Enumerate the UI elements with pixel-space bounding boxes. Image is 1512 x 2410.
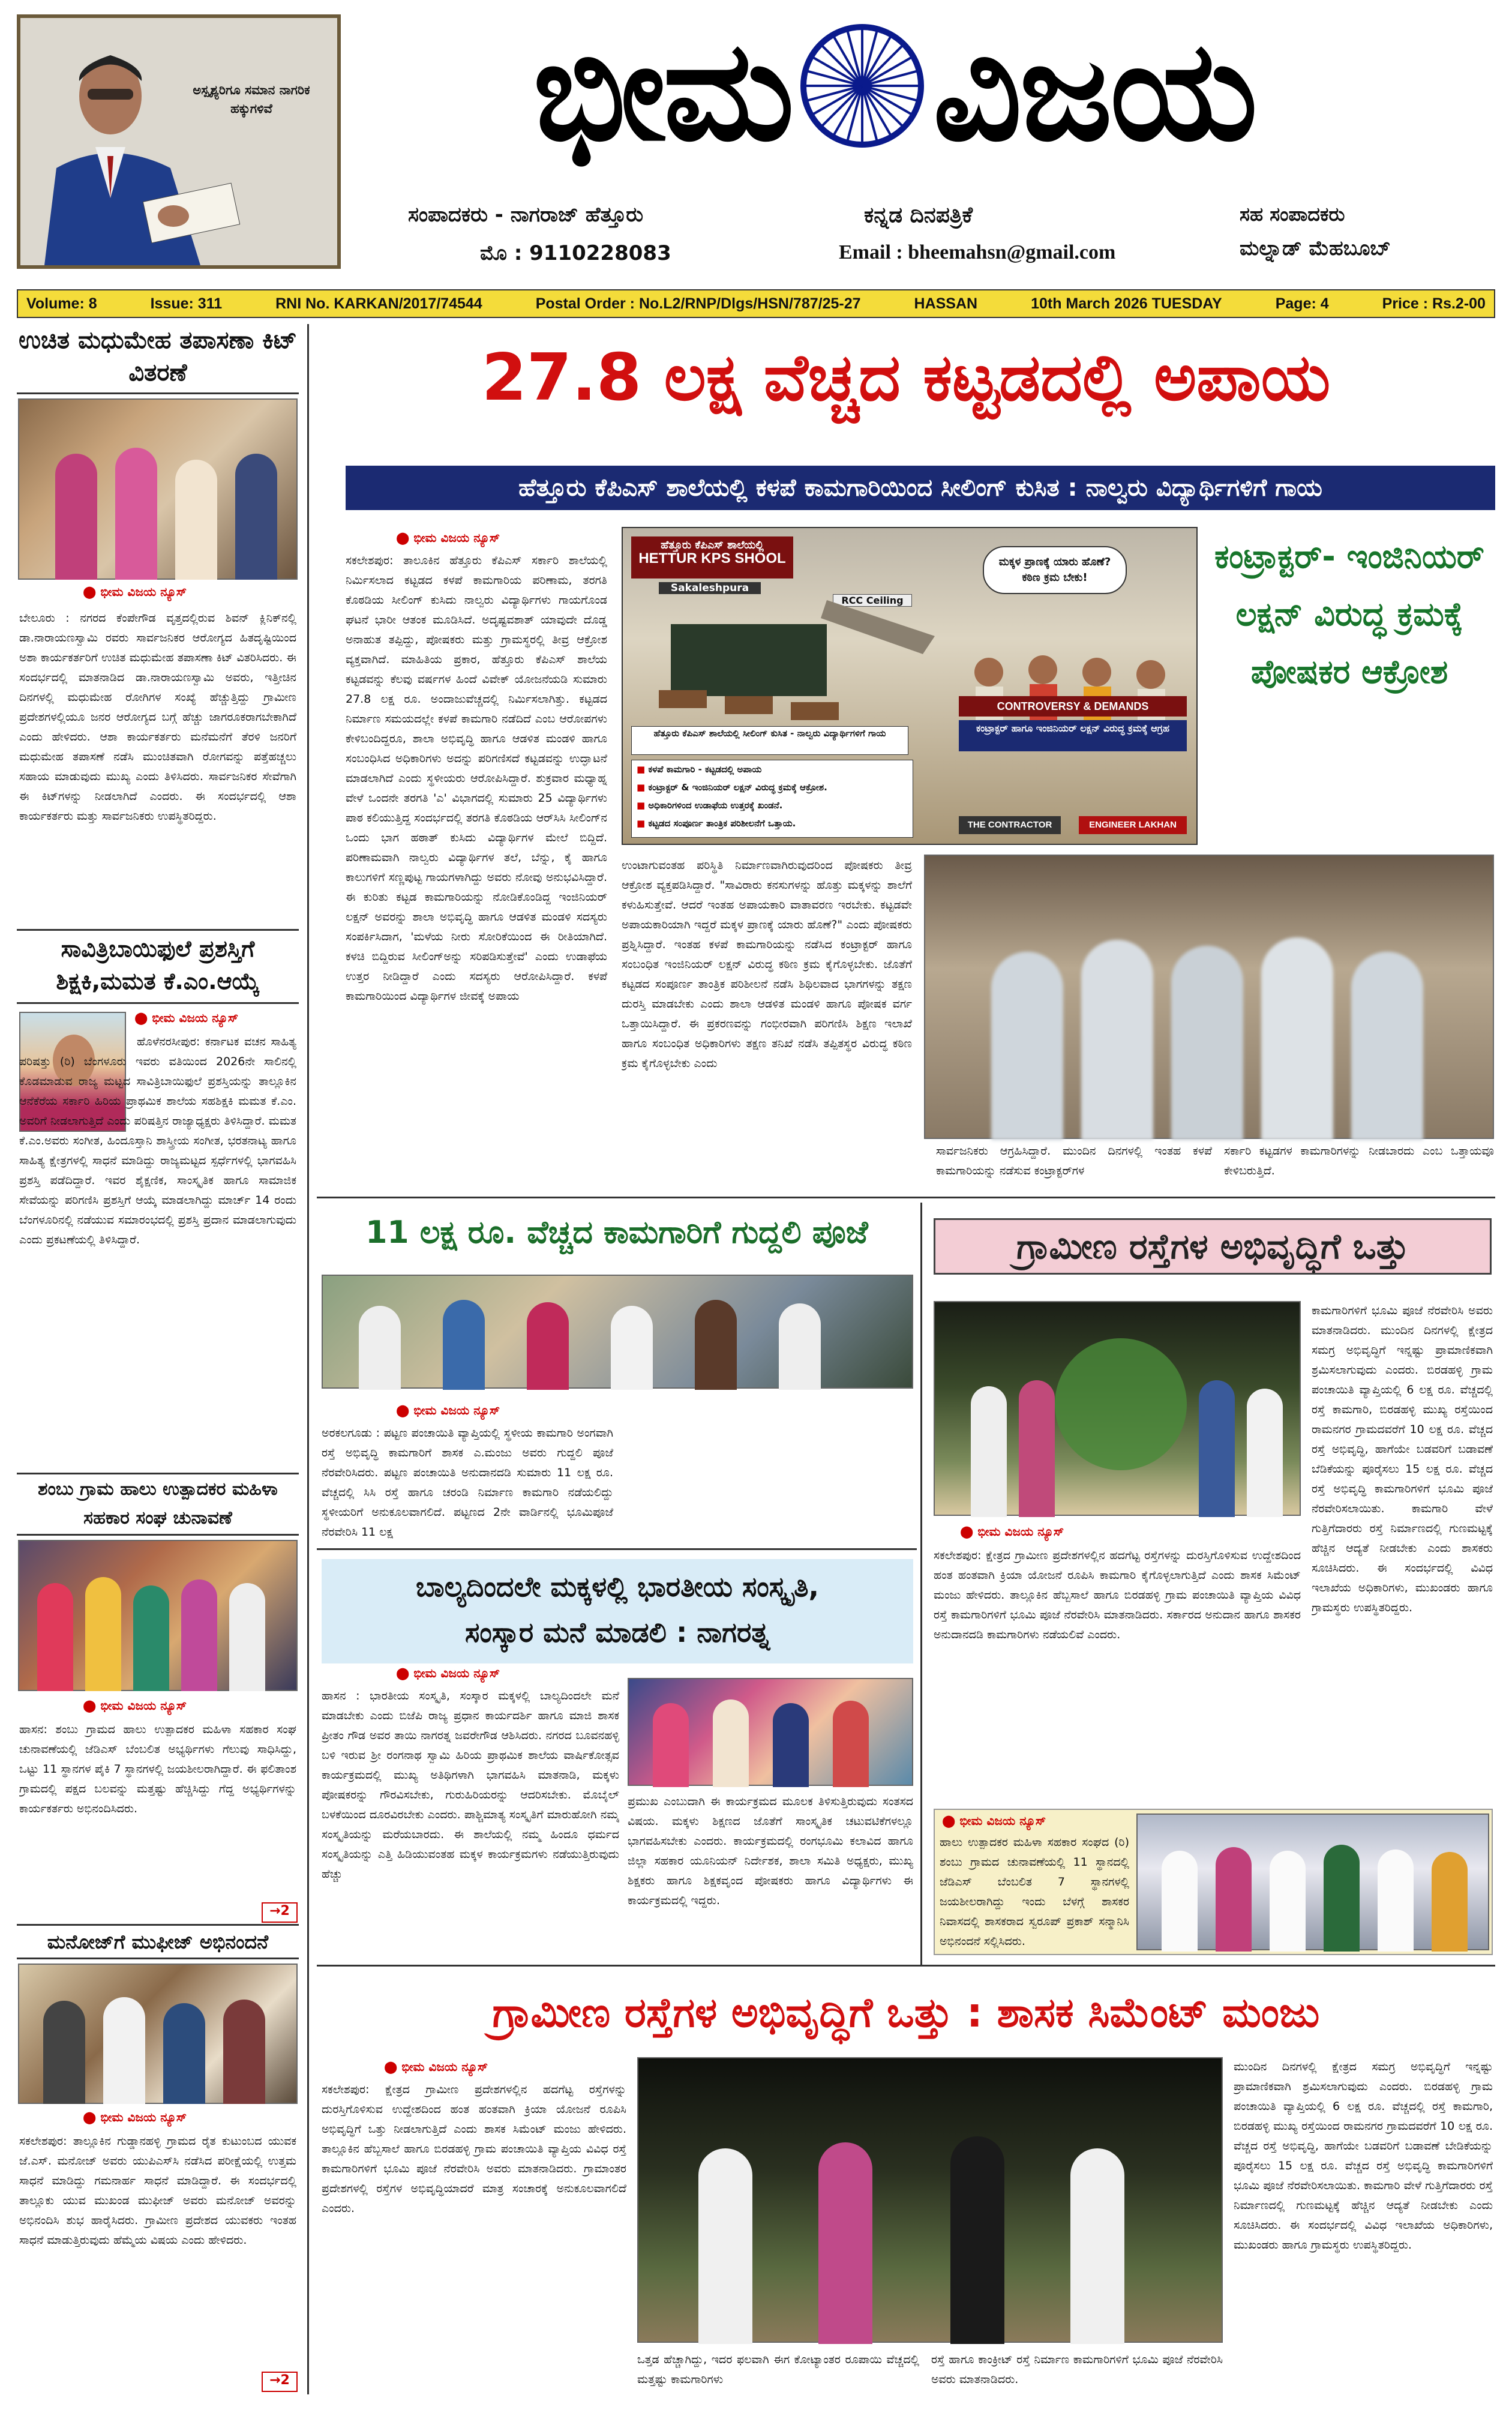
divider [17, 392, 299, 394]
pin-icon: ⬤ [384, 2060, 402, 2074]
story2-byline [396, 1403, 600, 1417]
sidebar-story3-byline [83, 1698, 299, 1713]
story5-photo [1136, 1814, 1489, 1950]
story3-byline [960, 1524, 1164, 1539]
infographic-school: HETTUR KPS SHOOL [638, 550, 786, 566]
person [223, 2000, 265, 2104]
person [713, 1699, 749, 1787]
masthead [0, 0, 1512, 287]
student [1351, 952, 1423, 1140]
divider [17, 1958, 299, 1959]
price: Price : Rs.2-00 [1382, 295, 1486, 312]
page-number: Page: 4 [1275, 295, 1329, 312]
byline-text: ಭೀಮ ವಿಜಯ ನ್ಯೂಸ್ [401, 2060, 488, 2074]
person [229, 1583, 265, 1691]
sidebar [17, 324, 299, 2392]
person [818, 2142, 872, 2344]
story3-body-left: ಸಕಲೇಶಪುರ: ಕ್ಷೇತ್ರದ ಗ್ರಾಮೀಣ ಪ್ರದೇಶಗಳಲ್ಲಿನ ಹದಗೆಟ್ಟ ರಸ್ತೆಗಳನ್ನು ದುರಸ್ತಿಗೊಳಿಸುವ ಉದ್ದೇಶದಿಂದ ಹಂತ ಹಂತವಾಗಿ ಕ್ರಿಯಾ ಯೋಜನೆ ರೂಪಿಸಿ ಕಾಮಗಾರಿ ಕೈಗೊಳ್ಳಲಾಗುತ್ತಿದೆ ಎಂದು ಶಾಸಕ ಸಿಮೆಂಟ್ ಮಂಜು ಹೇಳಿದರು. ತಾಲ್ಲೂಕಿನ ಹೆಬ್ಬಸಾಲೆ ಹಾಗೂ ಬಿರಡಹಳ್ಳಿ ಗ್ರಾಮ ಪಂಚಾಯಿತಿ ವ್ಯಾಪ್ತಿಯ ವಿವಿಧ ರಸ್ತೆ ಕಾಮಗಾರಿಗಳಿಗೆ ಭೂಮಿ ಪೂಜೆ ನೆರವೇರಿಸಿ ಮಾತನಾಡಿದರು. ಸರ್ಕಾರದ ಅನುದಾನ ಹಾಗೂ ಶಾಸಕರ ಅನುದಾನದಡಿ ಕಾಮಗಾರಿಗಳು ನಡೆಯಲಿವೆ ಎಂದರು. [934, 1549, 1301, 1641]
pin-icon: ⬤ [960, 1524, 978, 1539]
column-divider [307, 324, 309, 2394]
infographic-title [631, 536, 793, 578]
story4-byline [396, 1666, 600, 1680]
divider [17, 1924, 299, 1926]
postal-order: Postal Order : No.L2/RNP/Dlgs/HSN/787/25-27 [535, 295, 861, 312]
ambedkar-portrait [20, 18, 337, 265]
bullet-text: ಕಳಪೆ ಕಾಮಗಾರಿ - ಕಟ್ಟಡದಲ್ಲಿ ಅಪಾಯ [648, 764, 762, 775]
lead-photo-caption-right: ಸರ್ಕಾರಿ ಕಟ್ಟಡಗಳ ಕಾಮಗಾರಿಗಳನ್ನು ನೀಡಬಾರದು ಎಂಬ ಒತ್ತಾಯವೂ ಕೇಳಿಬರುತ್ತಿದೆ. [1224, 1144, 1494, 1177]
masthead-title [348, 5, 1488, 179]
infographic-demand: ಕಂಟ್ರಾಕ್ಟರ್ ಹಾಗೂ ಇಂಜಿನಿಯರ್ ಲಕ್ಷನ್ ವಿರುದ್ಧ ಕ್ರಮಕ್ಕೆ ಆಗ್ರಹ [959, 720, 1187, 751]
bullet-icon: ■ [637, 764, 649, 775]
bubble-text-1: ಮಕ್ಕಳ ಪ್ರಾಣಕ್ಕೆ ಯಾರು ಹೊಣೆ? [998, 556, 1111, 568]
person [1070, 2148, 1124, 2344]
co-editor-name: ಮಲ್ನಾಡ್ ಮೆಹಬೂಬ್ [1240, 236, 1391, 260]
story3-body-right: ಕಾಮಗಾರಿಗಳಿಗೆ ಭೂಮಿ ಪೂಜೆ ನೆರವೇರಿಸಿ ಅವರು ಮಾತನಾಡಿದರು. ಮುಂದಿನ ದಿನಗಳಲ್ಲಿ ಕ್ಷೇತ್ರದ ಸಮಗ್ರ ಅಭಿವೃದ್ಧಿಗೆ ಇನ್ನಷ್ಟು ಪ್ರಾಮಾಣಿಕವಾಗಿ ಶ್ರಮಿಸಲಾಗುವುದು ಎಂದರು. ಬಿರಡಹಳ್ಳಿ ಗ್ರಾಮ ಪಂಚಾಯಿತಿ ವ್ಯಾಪ್ತಿಯಲ್ಲಿ 6 ಲಕ್ಷ ರೂ. ವೆಚ್ಚದಲ್ಲಿ ರಸ್ತೆ ಕಾಮಗಾರಿ, ಬಿರಡಹಳ್ಳಿ ಮುಖ್ಯ ರಸ್ತೆಯಿಂದ ರಾಮನಗರ ಗ್ರಾಮದವರೆಗೆ 10 ಲಕ್ಷ ರೂ. ವೆಚ್ಚದ ರಸ್ತೆ ಅಭಿವೃದ್ಧಿ, ಹಾಗೆಯೇ ಬಡವರಿಗೆ ಬಡಾವಣೆ ಬೆಡಿಕೆಯನ್ನು ಪೂರೈಸಲು 15 ಲಕ್ಷ ರೂ. ವೆಚ್ಚದ ರಸ್ತೆ ಅಭಿವೃದ್ಧಿ ಕಾಮಗಾರಿಗಳಿಗೆ ಭೂಮಿ ಪೂಜೆ ನೆರವೇರಿಸಲಾಯಿತು. ಕಾಮಗಾರಿ ವೇಳೆ ಗುತ್ತಿಗೆದಾರರು ರಸ್ತೆ ನಿರ್ಮಾಣದಲ್ಲಿ ಗುಣಮಟ್ಟಕ್ಕೆ ಹೆಚ್ಚಿನ ಆದ್ಯತೆ ನೀಡಬೇಕು ಎಂದು ಶಾಸಕರು ಸೂಚಿಸಿದರು. ಈ ಸಂದರ್ಭದಲ್ಲಿ ವಿವಿಧ ಇಲಾಖೆಯ ಅಧಿಕಾರಿಗಳು, ಮುಖಂಡರು ಹಾಗೂ ಗ್ರಾಮಸ್ಥರು ಉಪಸ್ಥಿತರಿದ್ದರು. [1312, 1304, 1493, 1614]
masthead-title-left: ಭೀಮ [533, 11, 792, 172]
bullet-icon: ■ [637, 800, 649, 811]
divider [17, 929, 299, 931]
person [1247, 1389, 1283, 1517]
pin-icon: ⬤ [134, 1011, 152, 1025]
lead-byline [396, 530, 600, 545]
bubble-text-2: ಕಠಿಣ ಕ್ರಮ ಬೇಕು! [1022, 571, 1088, 584]
person [1216, 1847, 1252, 1952]
paper-type: ಕನ್ನಡ ದಿನಪತ್ರಿಕೆ [864, 203, 973, 227]
infographic-bubble [983, 546, 1127, 594]
person [611, 1306, 653, 1390]
story4-headline-line1: ಬಾಲ್ಯದಿಂದಲೇ ಮಕ್ಕಳಲ್ಲಿ ಭಾರತೀಯ ಸಂಸ್ಕೃತಿ, [415, 1570, 820, 1603]
bullet-item [637, 796, 913, 814]
bottom-body-right: ಮುಂದಿನ ದಿನಗಳಲ್ಲಿ ಕ್ಷೇತ್ರದ ಸಮಗ್ರ ಅಭಿವೃದ್ಧಿಗೆ ಇನ್ನಷ್ಟು ಪ್ರಾಮಾಣಿಕವಾಗಿ ಶ್ರಮಿಸಲಾಗುವುದು ಎಂದರು. ಬಿರಡಹಳ್ಳಿ ಗ್ರಾಮ ಪಂಚಾಯಿತಿ ವ್ಯಾಪ್ತಿಯಲ್ಲಿ 6 ಲಕ್ಷ ರೂ. ವೆಚ್ಚದಲ್ಲಿ ರಸ್ತೆ ಕಾಮಗಾರಿ, ಬಿರಡಹಳ್ಳಿ ಮುಖ್ಯ ರಸ್ತೆಯಿಂದ ರಾಮನಗರ ಗ್ರಾಮದವರೆಗೆ 10 ಲಕ್ಷ ರೂ. ವೆಚ್ಚದ ರಸ್ತೆ ಅಭಿವೃದ್ಧಿ, ಹಾಗೆಯೇ ಬಡವರಿಗೆ ಬಡಾವಣೆ ಬೇಡಿಕೆಯನ್ನು ಪೂರೈಸಲು 15 ಲಕ್ಷ ರೂ. ವೆಚ್ಚದ ರಸ್ತೆ ಅಭಿವೃದ್ಧಿ ಕಾಮಗಾರಿಗಳಿಗೆ ಭೂಮಿ ಪೂಜೆ ನೆರವೇರಿಸಲಾಯಿತು. ಕಾಮಗಾರಿ ವೇಳೆ ಗುತ್ತಿಗೆದಾರರು ರಸ್ತೆ ನಿರ್ಮಾಣದಲ್ಲಿ ಗುಣಮಟ್ಟಕ್ಕೆ ಹೆಚ್ಚಿನ ಆದ್ಯತೆ ನೀಡಬೇಕು ಎಂದು ಸೂಚಿಸಿದರು. ಈ ಸಂದರ್ಭದಲ್ಲಿ ವಿವಿಧ ಇಲಾಖೆಯ ಅಧಿಕಾರಿಗಳು, ಮುಖಂಡರು ಹಾಗೂ ಗ್ರಾಮಸ್ಥರು ಉಪಸ್ಥಿತರಿದ್ದರು. [1234, 2060, 1493, 2252]
infographic-contractor: THE CONTRACTOR [959, 816, 1061, 834]
sidebar-story4-byline [83, 2110, 299, 2124]
byline-text: ಭೀಮ ವಿಜಯ ನ್ಯೂಸ್ [413, 530, 500, 545]
bottom-body-mid-right: ರಸ್ತೆ ಹಾಗೂ ಕಾಂಕ್ರೀಟ್ ರಸ್ತೆ ನಿರ್ಮಾಣ ಕಾಮಗಾರಿಗಳಿಗೆ ಭೂಮಿ ಪೂಜೆ ನೆರವೇರಿಸಿ ಅವರು ಮಾತನಾಡಿದರು. [931, 2353, 1223, 2386]
byline-text: ಭೀಮ ವಿಜಯ ನ್ಯೂಸ್ [100, 1698, 187, 1713]
story5-byline [942, 1814, 1122, 1828]
person [1378, 1850, 1414, 1952]
person [103, 1997, 145, 2104]
infographic-rcc: RCC Ceiling [833, 594, 912, 607]
student [991, 952, 1063, 1140]
story2-headline: 11 ಲಕ್ಷ ರೂ. ವೆಚ್ಚದ ಕಾಮಗಾರಿಗೆ ಗುದ್ದಲಿ ಪೂಜೆ [365, 1215, 868, 1251]
bullet-icon: ■ [637, 818, 649, 829]
lead-body-col2: ಉಂಟಾಗುವಂತಹ ಪರಿಸ್ಥಿತಿ ನಿರ್ಮಾಣವಾಗಿರುವುದರಿಂದ ಪೋಷಕರು ತೀವ್ರ ಆಕ್ರೋಶ ವ್ಯಕ್ತಪಡಿಸಿದ್ದಾರೆ. "ಸಾವಿರಾರು ಕನಸುಗಳನ್ನು ಹೊತ್ತು ಮಕ್ಕಳನ್ನು ಶಾಲೆಗೆ ಕಳುಹಿಸುತ್ತೇವೆ. ಆದರೆ ಇಂತಹ ಅಪಾಯಕಾರಿ ವಾತಾವರಣ ಇರಬೇಕು. ಕಟ್ಟಡವೇ ಅಪಾಯಕಾರಿಯಾಗಿ ಇದ್ದರೆ ಮಕ್ಕಳ ಪ್ರಾಣಕ್ಕೆ ಯಾರು ಹೊಣೆ?" ಎಂದು ಪೋಷಕರು ಪ್ರಶ್ನಿಸಿದ್ದಾರೆ. ಇಂತಹ ಕಳಪೆ ಕಾಮಗಾರಿಯನ್ನು ನಡೆಸಿದ ಕಂಟ್ರಾಕ್ಟರ್ ಹಾಗೂ ಸಂಬಂಧಿತ ಇಂಜಿನಿಯರ್ ಲಕ್ಷನ್ ವಿರುದ್ಧ ಕಠಿಣ ಕ್ರಮ ಕೈಗೊಳ್ಳಬೇಕು. ಜೊತೆಗೆ ಕಟ್ಟಡದ ಸಂಪೂರ್ಣ ತಾಂತ್ರಿಕ ಪರಿಶೀಲನೆ ನಡೆಸಿ ಶಿಥಿಲವಾದ ಭಾಗಗಳನ್ನು ತಕ್ಷಣ ದುರಸ್ತಿ ಮಾಡಬೇಕು ಎಂದು ಶಾಲಾ ಆಡಳಿತ ಮಂಡಳಿ ಹಾಗೂ ಪೋಷಕ ವರ್ಗ ಒತ್ತಾಯಿಸಿದ್ದಾರೆ. ಈ ಪ್ರಕರಣವನ್ನು ಗಂಭೀರವಾಗಿ ಪರಿಗಣಿಸಿ ಶಿಕ್ಷಣ ಇಲಾಖೆ ಹಾಗೂ ಸಂಬಂಧಿತ ಅಧಿಕಾರಿಗಳು ತಕ್ಷಣ ತನಿಖೆ ನಡೆಸಿ ತಪ್ಪಿತಸ್ಥರ ವಿರುದ್ಧ ಕಠಿಣ ಕ್ರಮ ಕೈಗೊಳ್ಳಬೇಕು ಎಂದು [622, 859, 912, 1070]
person [1199, 1380, 1235, 1517]
story4-body-left: ಹಾಸನ : ಭಾರತೀಯ ಸಂಸ್ಕೃತಿ, ಸಂಸ್ಕಾರ ಮಕ್ಕಳಲ್ಲಿ ಬಾಲ್ಯದಿಂದಲೇ ಮನೆ ಮಾಡಬೇಕು ಎಂದು ಬಿಜೆಪಿ ರಾಜ್ಯ ಪ್ರಧಾನ ಕಾರ್ಯದರ್ಶಿ ಹಾಗೂ ಮಾಜಿ ಶಾಸಕ ಪ್ರೀತಂ ಗೌಡ ಅವರ ತಾಯಿ ನಾಗರತ್ನ ಜವರೇಗೌಡ ಆಶಿಸಿದರು. ನಗರದ ಬೂವನಹಳ್ಳಿ ಬಳಿ ಇರುವ ಶ್ರೀ ರಂಗನಾಥ ಸ್ವಾಮಿ ಹಿರಿಯ ಪ್ರಾಥಮಿಕ ಶಾಲೆಯ ವಾರ್ಷಿಕೋತ್ಸವ ಕಾರ್ಯಕ್ರಮದಲ್ಲಿ ಮುಖ್ಯ ಅತಿಥಿಗಳಾಗಿ ಭಾಗವಹಿಸಿ ಮಾತನಾಡಿ, ಮಕ್ಕಳು ಪೋಷಕರನ್ನು ಗೌರವಿಸಬೇಕು, ಗುರುಹಿರಿಯರನ್ನು ಆದರಿಸಬೇಕು. ಮೊಬೈಲ್ ಬಳಕೆಯಿಂದ ದೂರವಿರಬೇಕು ಎಂದರು. ಪಾಶ್ಚಿಮಾತ್ಯ ಸಂಸ್ಕೃತಿಗೆ ಮಾರುಹೋಗಿ ನಮ್ಮ ಸಂಸ್ಕೃತಿಯನ್ನು ಮರೆಯಬಾರದು. ಈ ಶಾಲೆಯಲ್ಲಿ ನಮ್ಮ ಹಿಂದೂ ಧರ್ಮದ ಸಂಸ್ಕೃತಿಯನ್ನು ಎತ್ತಿ ಹಿಡಿಯುವಂತಹ ಮಕ್ಕಳ ಕಾರ್ಯಕ್ರಮಗಳು ನಡೆಯುತ್ತಿರುವುದು ಹೆಚ್ಚು [322, 1689, 619, 1881]
pin-icon: ⬤ [83, 2110, 101, 2124]
bullet-text: ಕಟ್ಟಡದ ಸಂಪೂರ್ಣ ತಾಂತ್ರಿಕ ಪರಿಶೀಲನೆಗೆ ಒತ್ತಾಯ. [648, 818, 796, 829]
sidebar-story3-photo [18, 1540, 298, 1691]
sidebar-story3-title: ಶಂಬು ಗ್ರಾಮ ಹಾಲು ಉತ್ಪಾದಕರ ಮಹಿಳಾ ಸಹಕಾರ ಸಂಘ ಚುನಾವಣೆ [38, 1479, 278, 1528]
story4-headline-box [322, 1559, 913, 1663]
bullet-item [637, 760, 913, 778]
person [55, 454, 97, 580]
continued-badge: →2 [262, 2372, 298, 2392]
bottom-byline [384, 2060, 588, 2074]
bottom-body-left: ಸಕಲೇಶಪುರ: ಕ್ಷೇತ್ರದ ಗ್ರಾಮೀಣ ಪ್ರದೇಶಗಳಲ್ಲಿನ ಹದಗೆಟ್ಟ ರಸ್ತೆಗಳನ್ನು ದುರಸ್ತಿಗೊಳಿಸುವ ಉದ್ದೇಶದಿಂದ ಹಂತ ಹಂತವಾಗಿ ಕ್ರಿಯಾ ಯೋಜನೆ ರೂಪಿಸಿ ಅಭಿವೃದ್ಧಿಗೆ ಒತ್ತು ನೀಡಲಾಗುತ್ತಿದೆ ಎಂದು ಶಾಸಕ ಸಿಮೆಂಟ್ ಮಂಜು ಹೇಳಿದರು. ತಾಲ್ಲೂಕಿನ ಹೆಬ್ಬಸಾಲೆ ಹಾಗೂ ಬಿರಡಹಳ್ಳಿ ಗ್ರಾಮ ಪಂಚಾಯಿತಿ ವ್ಯಾಪ್ತಿಯ ವಿವಿಧ ರಸ್ತೆ ಕಾಮಗಾರಿಗಳಿಗೆ ಭೂಮಿ ಪೂಜೆ ನೆರವೇರಿಸಿ ಅವರು ಮಾತನಾಡಿದರು. ಗ್ರಾಮಾಂತರ ಪ್ರದೇಶಗಳಲ್ಲಿ ರಸ್ತೆಗಳ ಅಭಿವೃದ್ಧಿಯಾದರೆ ಮಾತ್ರ ಸಂಚಾರಕ್ಕೆ ಅನುಕೂಲವಾಗಲಿದೆ ಎಂದರು. [322, 2083, 626, 2215]
story4-photo [628, 1678, 913, 1786]
lead-subhead: ಹೆತ್ತೂರು ಕೆಪಿಎಸ್ ಶಾಲೆಯಲ್ಲಿ ಕಳಪೆ ಕಾಮಗಾರಿಯಿಂದ ಸೀಲಿಂಗ್ ಕುಸಿತ : ನಾಲ್ವರು ವಿದ್ಯಾರ್ಥಿಗಳಿಗೆ ಗಾಯ [346, 466, 1495, 510]
story3-headline-box [934, 1218, 1492, 1275]
lead-photo-caption-left: ಸಾರ್ವಜನಿಕರು ಆಗ್ರಹಿಸಿದ್ದಾರೆ. ಮುಂದಿನ ದಿನಗಳಲ್ಲಿ ಇಂತಹ ಕಳಪೆ ಕಾಮಗಾರಿಯನ್ನು ನಡೆಸುವ ಕಂಟ್ರಾಕ್ಟರ್‌ಗಳ [936, 1144, 1212, 1177]
ashoka-chakra-icon [799, 23, 925, 149]
person [43, 2001, 85, 2104]
person [695, 1300, 737, 1390]
person [779, 1303, 821, 1390]
sidebar-story4-body: ಸಕಲೇಶಪುರ: ತಾಲ್ಲೂಕಿನ ಗುಡ್ಡಾನಹಳ್ಳಿ ಗ್ರಾಮದ ರೈತ ಕುಟುಂಬದ ಯುವಕ ಜೆ.ಎಸ್. ಮನೋಜ್ ಅವರು ಯುಪಿಎಸ್‌ಸಿ ನಡೆಸಿದ ಪರೀಕ್ಷೆಯಲ್ಲಿ ಉತ್ತಮ ಸಾಧನೆ ಮಾಡಿದ್ದು ಗಮನಾರ್ಹ ಸಾಧನೆ ಮಾಡಿದ್ದಾರೆ. ಈ ಸಂದರ್ಭದಲ್ಲಿ ತಾಲ್ಲೂಕು ಯುವ ಮುಖಂಡ ಮುಫೀಜ್ ಅವರು ಮನೋಜ್ ಅವರನ್ನು ಅಭಿನಂದಿಸಿ ಶುಭ ಹಾರೈಸಿದರು. ಗ್ರಾಮೀಣ ಪ್ರದೇಶದ ಯುವಕರು ಇಂತಹ ಸಾಧನೆ ಮಾಡುತ್ತಿರುವುದು ಹೆಮ್ಮೆಯ ವಿಷಯ ಎಂದು ಹೇಳಿದರು. [19, 2135, 296, 2247]
bullet-icon: ■ [637, 782, 649, 793]
story5-body: ಹಾಲು ಉತ್ಪಾದಕರ ಮಹಿಳಾ ಸಹಕಾರ ಸಂಘದ (ರಿ) ಶಂಬು ಗ್ರಾಮದ ಚುನಾವಣೆಯಲ್ಲಿ 11 ಸ್ಥಾನದಲ್ಲಿ ಜೆಡಿಎಸ್ ಬೆಂಬಲಿತ 7 ಸ್ಥಾನಗಳಲ್ಲಿ ಜಯಶೀಲರಾಗಿದ್ದು ಇಂದು ಬೆಳಗ್ಗೆ ಶಾಸಕರ ನಿವಾಸದಲ್ಲಿ ಶಾಸಕರಾದ ಸ್ವರೂಪ್ ಪ್ರಕಾಶ್ ಸನ್ಮಾನಿಸಿ ಅಭಿನಂದನೆ ಸಲ್ಲಿಸಿದರು. [940, 1836, 1129, 1948]
plant [1055, 1338, 1187, 1470]
bullet-text: ಅಧಿಕಾರಿಗಳಿಂದ ಉಡಾಫೆಯ ಉತ್ತರಕ್ಕೆ ಖಂಡನೆ. [648, 800, 783, 811]
infographic-engineer: ENGINEER LAKHAN [1079, 816, 1187, 834]
divider [17, 1534, 299, 1536]
infographic-controversy: CONTROVERSY & DEMANDS [959, 696, 1187, 717]
story3-headline: ಗ್ರಾಮೀಣ ರಸ್ತೆಗಳ ಅಭಿವೃದ್ಧಿಗೆ ಒತ್ತು [1016, 1226, 1409, 1267]
lead-students-photo [924, 855, 1494, 1139]
divider [17, 1473, 299, 1474]
person [359, 1306, 401, 1390]
byline-text: ಭೀಮ ವಿಜಯ ನ್ಯೂಸ್ [100, 584, 187, 599]
story4-headline-line2: ಸಂಸ್ಕಾರ ಮನೆ ಮಾಡಲಿ : ನಾಗರತ್ನ [464, 1616, 770, 1648]
infographic-title-text: ಹೆತ್ತೂರು ಕೆಪಿಎಸ್ ಶಾಲೆಯಲ್ಲಿ [661, 539, 764, 551]
lead-body-col1: ಸಕಲೇಶಪುರ: ತಾಲೂಕಿನ ಹೆತ್ತೂರು ಕೆಪಿಎಸ್ ಸರ್ಕಾರಿ ಶಾಲೆಯಲ್ಲಿ ನಿರ್ಮಿಸಲಾದ ಕಟ್ಟಡದ ಕಳಪೆ ಕಾಮಗಾರಿಯ ಪರಿಣಾಮ, ತರಗತಿ ಕೊಠಡಿಯ ಸೀಲಿಂಗ್ ಕುಸಿದು ನಾಲ್ವರು ವಿದ್ಯಾರ್ಥಿಗಳು ಗಾಯಗೊಂಡ ಘಟನೆ ಭಾರೀ ಆತಂಕ ಮೂಡಿಸಿದೆ. ಅದೃಷ್ಟವಶಾತ್ ಯಾವುದೇ ದೊಡ್ಡ ಅನಾಹುತ ತಪ್ಪಿದ್ದು, ಪೋಷಕರು ಮತ್ತು ಗ್ರಾಮಸ್ಥರಲ್ಲಿ ತೀವ್ರ ಆಕ್ರೋಶ ವ್ಯಕ್ತವಾಗಿದೆ. ಮಾಹಿತಿಯ ಪ್ರಕಾರ, ಹೆತ್ತೂರು ಕೆಪಿಎಸ್ ಶಾಲೆಯ ಕಟ್ಟಡವನ್ನು ಕೆಲವು ವರ್ಷಗಳ ಹಿಂದೆ ವಿವೇಕ್ ಯೋಜನೆಯಡಿ ಸುಮಾರು 27.8 ಲಕ್ಷ ರೂ. ಅಂದಾಜುವೆಚ್ಚದಲ್ಲಿ ನಿರ್ಮಿಸಲಾಗಿತ್ತು. ಕಟ್ಟಡದ ನಿರ್ಮಾಣ ಸಮಯದಲ್ಲೇ ಕಳಪೆ ಕಾಮಗಾರಿ ನಡೆದಿದೆ ಎಂಬ ಆರೋಪಗಳು ಕೇಳಿಬಂದಿದ್ದರೂ, ಶಾಲಾ ಅಭಿವೃದ್ಧಿ ಹಾಗೂ ಆಡಳಿತ ಮಂಡಳಿ ಹಾಗೂ ಸಂಬಂಧಿಸಿದ ಅಧಿಕಾರಿಗಳು ಅದನ್ನು ಪರಿಗಣಿಸದೆ ಕಟ್ಟಡವನ್ನು ಉದ್ಘಾಟನೆ ಮಾಡಲಾಗಿದೆ ಎಂದು ಸ್ಥಳೀಯರು ಆರೋಪಿಸಿದ್ದಾರೆ. ಶುಕ್ರವಾರ ಮಧ್ಯಾಹ್ನ ವೇಳೆ ಒಂದನೇ ತರಗತಿ 'ಎ' ವಿಭಾಗದಲ್ಲಿ ಸುಮಾರು 25 ವಿದ್ಯಾರ್ಥಿಗಳು ಪಾಠ ಕಲಿಯುತ್ತಿದ್ದ ಸಂದರ್ಭದಲ್ಲಿ ತರಗತಿ ಕೊಠಡಿಯ ಆರ್‌ಸಿಸಿ ಸೀಲಿಂಗ್‌ನ ಒಂದು ಭಾಗ ಹಠಾತ್ ಕುಸಿದು ವಿದ್ಯಾರ್ಥಿಗಳ ಮೇಲೆ ಬಿದ್ದಿದೆ. ಪರಿಣಾಮವಾಗಿ ನಾಲ್ವರು ವಿದ್ಯಾರ್ಥಿಗಳ ತಲೆ, ಬೆನ್ನು, ಕೈ ಹಾಗೂ ಕಾಲುಗಳಿಗೆ ಸಣ್ಣಪುಟ್ಟ ಗಾಯಗಳಾಗಿದ್ದು ಅವರು ನೋವು ಅನುಭವಿಸಿದ್ದಾರೆ. ಈ ಕುರಿತು ಕಟ್ಟಡ ಕಾಮಗಾರಿಯನ್ನು ನೋಡಿಕೊಂಡಿದ್ದ ಇಂಜಿನಿಯರ್ ಲಕ್ಷನ್ ಅವರನ್ನು ಶಾಲಾ ಅಭಿವೃದ್ಧಿ ಹಾಗೂ ಆಡಳಿತ ಮಂಡಳಿ ಸದಸ್ಯರು ಸಂಪರ್ಕಿಸಿದಾಗ, 'ಮಳೆಯ ನೀರು ಸೋರಿಕೆಯಿಂದ ಈ ರೀತಿಯಾಗಿದೆ. ಕಳಚಿ ಬಿದ್ದಿರುವ ಸೀಲಿಂಗ್‌ಅನ್ನು ಸರಿಪಡಿಸುತ್ತೇವೆ' ಎಂದು ಉಡಾಫೆಯ ಉತ್ತರ ನೀಡಿದ್ದಾರೆ ಎಂದು ಸದಸ್ಯರು ಆರೋಪಿಸಿದ್ದಾರೆ. ಕಳಪೆ ಕಾಮಗಾರಿಯಿಂದ ವಿದ್ಯಾರ್ಥಿಗಳ ಜೀವಕ್ಕೆ ಅಪಾಯ [346, 554, 607, 1003]
volume: Volume: 8 [26, 295, 97, 312]
byline-text: ಭೀಮ ವಿಜಯ ನ್ಯೂಸ್ [413, 1403, 500, 1417]
student [1261, 937, 1333, 1140]
pin-icon: ⬤ [396, 530, 414, 545]
section-divider [317, 1548, 917, 1550]
person [773, 1703, 809, 1787]
bottom-photo [637, 2057, 1223, 2343]
person [181, 1579, 217, 1691]
byline-text: ಭೀಮ ವಿಜಯ ನ್ಯೂಸ್ [959, 1814, 1046, 1828]
person [443, 1300, 485, 1390]
section-divider [317, 1197, 1495, 1198]
pin-icon: ⬤ [83, 1698, 101, 1713]
person [37, 1583, 73, 1691]
column-divider [920, 1203, 922, 1965]
person [971, 1386, 1007, 1517]
date: 10th March 2026 TUESDAY [1031, 295, 1222, 312]
person [833, 1701, 869, 1787]
lead-headline: 27.8 ಲಕ್ಷ ವೆಚ್ಚದ ಕಟ್ಟಡದಲ್ಲಿ ಅಪಾಯ [481, 340, 1331, 415]
person [950, 2136, 1004, 2344]
byline-text: ಭೀಮ ವಿಜಯ ನ್ಯೂಸ್ [100, 2110, 187, 2124]
infographic-caption: ಹೆತ್ತೂರು ಕೆಪಿಎಸ್ ಶಾಲೆಯಲ್ಲಿ ಸೀಲಿಂಗ್ ಕುಸಿತ - ನಾಲ್ವರು ವಿದ್ಯಾರ್ಥಿಗಳಿಗೆ ಗಾಯ [631, 726, 908, 755]
student [1171, 946, 1243, 1140]
person [1324, 1845, 1360, 1952]
person [235, 454, 277, 580]
person [175, 460, 217, 580]
infographic-bullets [631, 760, 913, 838]
email-line: Email : bheemahsn@gmail.com [839, 241, 1116, 263]
pin-icon: ⬤ [396, 1666, 414, 1680]
classroom-illustration [623, 600, 1196, 738]
editor-line: ಸಂಪಾದಕರು - ನಾಗರಾಜ್ ಹೆತ್ತೂರು [408, 203, 644, 227]
rni-number: RNI No. KARKAN/2017/74544 [275, 295, 482, 312]
bottom-headline: ಗ್ರಾಮೀಣ ರಸ್ತೆಗಳ ಅಭಿವೃದ್ಧಿಗೆ ಒತ್ತು : ಶಾಸಕ ಸಿಮೆಂಟ್ ಮಂಜು [492, 1989, 1320, 2037]
person [115, 448, 157, 580]
sidebar-story1-photo [18, 398, 298, 580]
portrait-caption: ಅಸ್ಪೃಶ್ಯರಿಗೂ ಸಮಾನ ನಾಗರಿಕ ಹಕ್ಕುಗಳಿವೆ [193, 83, 310, 116]
portrait-frame [17, 14, 341, 269]
sidebar-story4-title: ಮನೋಜ್‌ಗೆ ಮುಫೀಜ್ ಅಭಿನಂದನೆ [47, 1931, 269, 1953]
person [527, 1302, 569, 1390]
issue: Issue: 311 [150, 295, 223, 312]
bullet-text: ಕಂಟ್ರಾಕ್ಟರ್ & ಇಂಜಿನಿಯರ್ ಲಕ್ಷನ್ ವಿರುದ್ಧ ಕ್ರಮಕ್ಕೆ ಆಕ್ರೋಶ. [648, 782, 827, 793]
city: HASSAN [914, 295, 978, 312]
byline-text: ಭೀಮ ವಿಜಯ ನ್ಯೂಸ್ [977, 1524, 1064, 1539]
person [1019, 1380, 1055, 1517]
person [133, 1585, 169, 1691]
story2-body-left: ಅರಕಲಗೂಡು : ಪಟ್ಟಣ ಪಂಚಾಯಿತಿ ವ್ಯಾಪ್ತಿಯಲ್ಲಿ ಸ್ಥಳೀಯ ಕಾಮಗಾರಿ ಅಂಗವಾಗಿ ರಸ್ತೆ ಅಭಿವೃದ್ಧಿ ಕಾಮಗಾರಿಗೆ ಶಾಸಕ ಎ.ಮಂಜು ಅವರು ಗುದ್ದಲಿ ಪೂಜೆ ನೆರವೇರಿಸಿದರು. ಪಟ್ಟಣ ಪಂಚಾಯಿತಿ ಅನುದಾನದಡಿ ಸುಮಾರು 11 ಲಕ್ಷ ರೂ. ವೆಚ್ಚದಲ್ಲಿ ಸಿಸಿ ರಸ್ತೆ ಹಾಗೂ ಚರಂಡಿ ನಿರ್ಮಾಣ ಕಾಮಗಾರಿ ನಡೆಯಲಿದ್ದು ಸ್ಥಳೀಯರಿಗೆ ಅನುಕೂಲವಾಗಲಿದೆ. ಪಟ್ಟಣದ 2ನೇ ವಾರ್ಡಿನಲ್ಲಿ ಭೂಮಿಪೂಜೆ ನೆರವೇರಿಸಿ 11 ಲಕ್ಷ [322, 1426, 613, 1539]
sidebar-story3-body: ಹಾಸನ: ಶಂಬು ಗ್ರಾಮದ ಹಾಲು ಉತ್ಪಾದಕರ ಮಹಿಳಾ ಸಹಕಾರ ಸಂಘ ಚುನಾವಣೆಯಲ್ಲಿ ಜೆಡಿಎಸ್ ಬೆಂಬಲಿತ ಅಭ್ಯರ್ಥಿಗಳು ಗೆಲುವು ಸಾಧಿಸಿದ್ದು, ಒಟ್ಟು 11 ಸ್ಥಾನಗಳ ಪೈಕಿ 7 ಸ್ಥಾನಗಳಲ್ಲಿ ಜಯಶೀಲರಾಗಿದ್ದಾರೆ. ಈ ಫಲಿತಾಂಶ ಗ್ರಾಮದಲ್ಲಿ ಪಕ್ಷದ ಬಲವನ್ನು ಮತ್ತಷ್ಟು ಹೆಚ್ಚಿಸಿದ್ದು ಗೆದ್ದ ಅಭ್ಯರ್ಥಿಗಳನ್ನು ಕಾರ್ಯಕರ್ತರು ಅಭಿನಂದಿಸಿದರು. [19, 1723, 296, 1815]
sidebar-story1-byline [83, 584, 299, 599]
masthead-title-right: ವಿಜಯ [933, 11, 1256, 172]
info-bar [17, 289, 1495, 318]
bullet-item [637, 814, 913, 832]
continued-badge: →2 [262, 1902, 298, 1923]
student [1081, 940, 1153, 1140]
pin-icon: ⬤ [83, 584, 101, 599]
person [698, 2148, 752, 2344]
person [1270, 1851, 1306, 1952]
section-divider [317, 1965, 1495, 1967]
pin-icon: ⬤ [396, 1403, 414, 1417]
person [653, 1703, 689, 1787]
sidebar-story1-body: ಬೇಲೂರು : ನಗರದ ಕೆಂಪೇಗೌಡ ವೃತ್ತದಲ್ಲಿರುವ ಶಿವನ್ ಕ್ಲಿನಿಕ್‌ನಲ್ಲಿ ಡಾ.ನಾರಾಯಣಸ್ವಾಮಿ ರವರು ಸಾರ್ವಜನಿಕರ ಆರೋಗ್ಯದ ಹಿತದೃಷ್ಟಿಯಿಂದ ಅಶಾ ಕಾರ್ಯಕರ್ತರಿಗೆ ಉಚಿತ ಮಧುಮೇಹ ತಪಾಸಣಾ ಕಿಟ್ ವಿತರಿಸಿದರು. ಈ ಸಂದರ್ಭದಲ್ಲಿ ಮಾತನಾಡಿದ ಡಾ.ನಾರಾಯಣಸ್ವಾಮಿ ಅವರು, ಇತ್ತೀಚಿನ ದಿನಗಳಲ್ಲಿ ಮಧುಮೇಹ ರೋಗಿಗಳ ಸಂಖ್ಯೆ ಹೆಚ್ಚುತ್ತಿದ್ದು ಗ್ರಾಮೀಣ ಪ್ರದೇಶಗಳಲ್ಲಿಯೂ ಜನರ ಆರೋಗ್ಯದ ಬಗ್ಗೆ ಹೆಚ್ಚು ಜಾಗರೂಕರಾಗಬೇಕಾಗಿದೆ ಎಂದು ಹೇಳಿದರು. ಆಶಾ ಕಾರ್ಯಕರ್ತರು ಮನೆಮನೆಗೆ ತೆರಳಿ ಜನರಿಗೆ ಮಧುಮೇಹ ತಪಾಸಣೆ ನಡೆಸಿ ಮುಂಚಿತವಾಗಿ ರೋಗವನ್ನು ಪತ್ತೆಹಚ್ಚಲು ಸಹಾಯ ಮಾಡುವುದು ಮುಖ್ಯ ಎಂದು ತಿಳಿಸಿದರು. ಸಾರ್ವಜನಿಕರ ಸೇವೆಗಾಗಿ ಈ ಕಿಟ್‌ಗಳನ್ನು ನೀಡಲಾಗಿದೆ ಎಂದರು. ಈ ಸಂದರ್ಭದಲ್ಲಿ ಆಶಾ ಕಾರ್ಯಕರ್ತರು ಮತ್ತು ಸಾರ್ವಜನಿಕರು ಉಪಸ್ಥಿತರಿದ್ದರು. [19, 612, 296, 823]
sidebar-story2-title: ಸಾವಿತ್ರಿಬಾಯಿಫುಲೆ ಪ್ರಶಸ್ತಿಗೆ ಶಿಕ್ಷಕಿ,ಮಮತ ಕೆ.ಎಂ.ಆಯ್ಕೆ [56, 936, 260, 994]
pin-icon: ⬤ [942, 1814, 960, 1828]
person [1432, 1852, 1468, 1952]
story4-body-right: ಪ್ರಮುಖ ಎಂಬುದಾಗಿ ಈ ಕಾರ್ಯಕ್ರಮದ ಮೂಲಕ ತಿಳಿಸುತ್ತಿರುವುದು ಸಂತಸದ ವಿಷಯ. ಮಕ್ಕಳು ಶಿಕ್ಷಣದ ಜೊತೆಗೆ ಸಾಂಸ್ಕೃತಿಕ ಚಟುವಟಿಕೆಗಳಲ್ಲೂ ಭಾಗವಹಿಸಬೇಕು ಎಂದರು. ಕಾರ್ಯಕ್ರಮದಲ್ಲಿ ರಂಗಭೂಮಿ ಕಲಾವಿದ ಹಾಗೂ ಜಿಲ್ಲಾ ಸಹಕಾರ ಯೂನಿಯನ್ ನಿರ್ದೇಶಕ, ಶಾಲಾ ಸಮಿತಿ ಅಧ್ಯಕ್ಷರು, ಮುಖ್ಯ ಶಿಕ್ಷಕರು ಹಾಗೂ ಶಿಕ್ಷಕವೃಂದ ಪೋಷಕರು ಹಾಗೂ ವಿದ್ಯಾರ್ಥಿಗಳು ಈ ಕಾರ್ಯಕ್ರಮದಲ್ಲಿ ಇದ್ದರು. [628, 1795, 913, 1907]
sidebar-story2-byline [134, 1011, 299, 1025]
infographic-place: Sakaleshpura [659, 582, 761, 594]
byline-text: ಭೀಮ ವಿಜಯ ನ್ಯೂಸ್ [152, 1011, 239, 1025]
divider [17, 1002, 299, 1004]
person [163, 2003, 205, 2104]
sidebar-story1-title: ಉಚಿತ ಮಧುಮೇಹ ತಪಾಸಣಾ ಕಿಟ್ ವಿತರಣೆ [18, 326, 298, 386]
person [1162, 1851, 1198, 1952]
lead-pull-quote: ಕಂಟ್ರಾಕ್ಟರ್- ಇಂಜಿನಿಯರ್ ಲಕ್ಷನ್ ವಿರುದ್ಧ ಕ್ರಮಕ್ಕೆ ಪೋಷಕರ ಆಕ್ರೋಶ [1214, 538, 1484, 691]
person [85, 1577, 121, 1691]
phone-line: ಮೊ : 9110228083 [480, 241, 671, 265]
story3-photo [934, 1301, 1301, 1516]
bottom-body-mid-left: ಒತ್ತಡ ಹೆಚ್ಚಾಗಿದ್ದು, ಇದರ ಫಲವಾಗಿ ಈಗ ಕೋಟ್ಯಾಂತರ ರೂಪಾಯಿ ವೆಚ್ಚದಲ್ಲಿ ಮತ್ತಷ್ಟು ಕಾಮಗಾರಿಗಳು [637, 2353, 919, 2386]
byline-text: ಭೀಮ ವಿಜಯ ನ್ಯೂಸ್ [413, 1666, 500, 1680]
co-editor-label: ಸಹ ಸಂಪಾದಕರು [1240, 203, 1345, 226]
sidebar-story2-body: ಹೊಳೆನರಸೀಪುರ: ಕರ್ನಾಟಕ ವಚನ ಸಾಹಿತ್ಯ ಪರಿಷತ್ತು (ರಿ) ಬೆಂಗಳೂರು ಇವರು ವತಿಯಿಂದ 2026ನೇ ಸಾಲಿನಲ್ಲಿ ಕೊಡಮಾಡುವ ರಾಜ್ಯ ಮಟ್ಟದ ಸಾವಿತ್ರಿಬಾಯಿಫುಲೆ ಪ್ರಶಸ್ತಿಯನ್ನು ತಾಲ್ಲೂಕಿನ ಆನೆಕೆರೆಯ ಸರ್ಕಾರಿ ಹಿರಿಯ ಪ್ರಾಥಮಿಕ ಶಾಲೆಯ ಸಹಶಿಕ್ಷಕಿ ಮಮತ ಕೆ.ಎಂ. ಅವರಿಗೆ ನೀಡಲಾಗುತ್ತಿದೆ ಎಂದು ಪರಿಷತ್ತಿನ ರಾಜ್ಯಾಧ್ಯಕ್ಷರು ತಿಳಿಸಿದ್ದಾರೆ. ಮಮತ ಕೆ.ಎಂ.ಅವರು ಸಂಗೀತ, ಹಿಂದೂಸ್ತಾನಿ ಶಾಸ್ತ್ರೀಯ ಸಂಗೀತ, ಭರತನಾಟ್ಯ ಹಾಗೂ ಸಾಹಿತ್ಯ ಕ್ಷೇತ್ರಗಳಲ್ಲಿ ಸಾಧನೆ ಮಾಡಿದ್ದು ರಾಜ್ಯಮಟ್ಟದ ಸ್ಪರ್ಧೆಗಳಲ್ಲಿ ಭಾಗವಹಿಸಿ ಪ್ರಶಸ್ತಿ ಪಡೆದಿದ್ದಾರೆ. ಇವರ ಶೈಕ್ಷಣಿಕ, ಸಾಂಸ್ಕೃತಿಕ ಹಾಗೂ ಸಾಮಾಜಿಕ ಸೇವೆಯನ್ನು ಪರಿಗಣಿಸಿ ಪ್ರಶಸ್ತಿಗೆ ಆಯ್ಕೆ ಮಾಡಲಾಗಿದ್ದು ಮಾರ್ಚ್ 14 ರಂದು ಬೆಂಗಳೂರಿನಲ್ಲಿ ನಡೆಯುವ ಸಮಾರಂಭದಲ್ಲಿ ಪ್ರಶಸ್ತಿ ಪ್ರದಾನ ಮಾಡಲಾಗುವುದು ಎಂದು ಪ್ರಕಟಣೆಯಲ್ಲಿ ತಿಳಿಸಿದ್ದಾರೆ. [19, 1035, 296, 1246]
lead-infographic [622, 527, 1198, 845]
sidebar-story4-photo [18, 1964, 298, 2104]
bullet-item [637, 778, 913, 796]
story2-photo [322, 1275, 913, 1389]
